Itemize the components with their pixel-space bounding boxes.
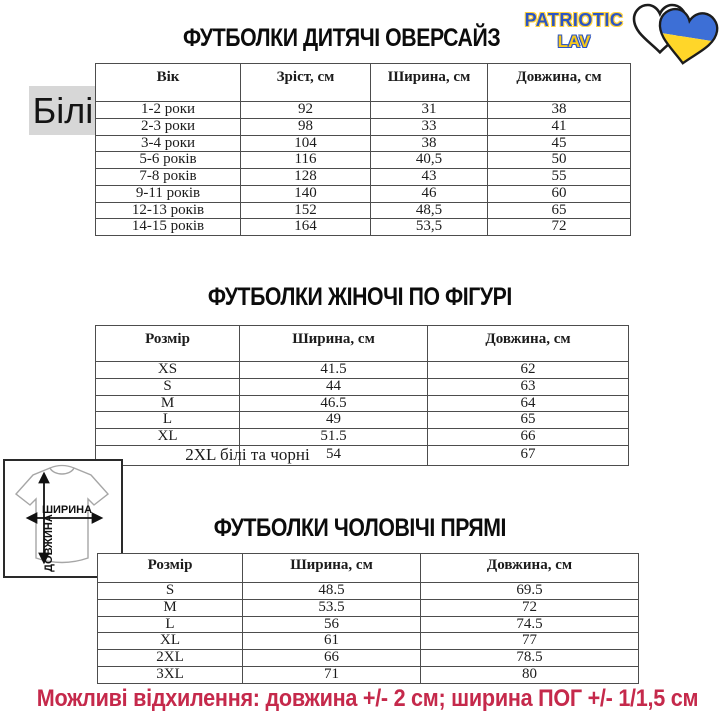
table-cell: 152 [241,202,371,219]
table-row [98,599,639,616]
tolerance-note: Можливі відхилення: довжина +/- 2 см; ширина ПОГ +/- 1/1,5 см [36,685,699,712]
table-cell: M [96,395,240,412]
table-row [98,650,639,667]
table-cell: 43 [371,169,488,186]
column-header: Ширина, см [243,554,421,583]
table-row [98,666,639,683]
table-cell: 140 [241,185,371,202]
table-cell: 2XL білі та чорні [96,445,240,465]
table-cell: 66 [428,429,629,446]
table-row [96,378,629,395]
table-cell: 45 [488,135,631,152]
table-cell: 60 [488,185,631,202]
table-cell: 2-3 роки [96,118,241,135]
table-row [96,169,631,186]
table-row [96,395,629,412]
table-cell: 5-6 років [96,152,241,169]
brand-subname: LAV [557,32,591,51]
table-body [98,583,639,684]
column-header: Зріст, см [241,64,371,102]
table-row [96,118,631,135]
tshirt-collar [50,466,74,469]
table-cell: 65 [428,412,629,429]
column-header: Довжина, см [421,554,639,583]
tolerance-note-wrap [0,685,720,713]
column-header: Розмір [96,326,240,362]
table-cell: 12-13 років [96,202,241,219]
hearts-icon [630,2,720,80]
column-header: Ширина, см [371,64,488,102]
table-cell: 44 [240,378,428,395]
table-cell: 33 [371,118,488,135]
table-head [96,64,631,102]
table-cell: 128 [241,169,371,186]
table-row [98,633,639,650]
kids-size-table [95,63,631,236]
table-cell: 72 [421,599,639,616]
table-cell: 41 [488,118,631,135]
table-head [96,326,629,362]
width-label: ШИРИНА [41,504,93,516]
table-cell: 41.5 [240,362,428,379]
table-row [96,429,629,446]
table-cell: 31 [371,102,488,119]
table-cell: L [96,412,240,429]
table-cell: 164 [241,219,371,236]
table-cell: 67 [428,445,629,465]
table-cell: 74.5 [421,616,639,633]
brand-name: PATRIOTIC [524,10,624,30]
table-cell: XS [96,362,240,379]
table-cell: 98 [241,118,371,135]
table-cell: 104 [241,135,371,152]
table-cell: 61 [243,633,421,650]
table-row [96,135,631,152]
table-body [96,362,629,466]
table-cell: 80 [421,666,639,683]
table-row [96,185,631,202]
table-row [96,102,631,119]
table-row [98,616,639,633]
table-cell: 77 [421,633,639,650]
table-cell: 78.5 [421,650,639,667]
table-head [98,554,639,583]
table-cell: 51.5 [240,429,428,446]
table-cell: 38 [488,102,631,119]
men-size-table [97,553,639,684]
table-cell: 38 [371,135,488,152]
table-cell: 71 [243,666,421,683]
table-cell: 3-4 роки [96,135,241,152]
section-title-men: ФУТБОЛКИ ЧОЛОВІЧІ ПРЯМІ [213,514,507,542]
table-cell: 72 [488,219,631,236]
table-row [96,362,629,379]
column-header: Розмір [98,554,243,583]
table-row [96,445,629,465]
table-cell: S [96,378,240,395]
table-cell: 55 [488,169,631,186]
table-cell: 63 [428,378,629,395]
table-cell: 116 [241,152,371,169]
table-cell: 1-2 роки [96,102,241,119]
women-size-table [95,325,629,466]
table-cell: L [98,616,243,633]
table-cell: 46.5 [240,395,428,412]
table-cell: 40,5 [371,152,488,169]
table-cell: 50 [488,152,631,169]
column-header: Довжина, см [488,64,631,102]
section-title-women: ФУТБОЛКИ ЖІНОЧІ ПО ФІГУРІ [207,283,513,311]
table-row [96,202,631,219]
table-cell: XL [98,633,243,650]
table-cell: 7-8 років [96,169,241,186]
table-cell: 66 [243,650,421,667]
column-header: Довжина, см [428,326,629,362]
table-cell: M [98,599,243,616]
table-cell: 2XL [98,650,243,667]
table-cell: 62 [428,362,629,379]
flag-heart-icon [654,7,719,69]
length-label: ДОВЖИНА [43,514,55,572]
header-row [96,326,629,362]
column-header: Ширина, см [240,326,428,362]
section-title-kids: ФУТБОЛКИ ДИТЯЧІ ОВЕРСАЙЗ [183,24,501,52]
table-cell: 92 [241,102,371,119]
table-cell: XL [96,429,240,446]
table-cell: S [98,583,243,600]
section-title-women-wrap [0,283,720,312]
section-title-men-wrap [0,514,720,543]
brand-logo-text [508,10,640,52]
table-cell: 14-15 років [96,219,241,236]
table-cell: 64 [428,395,629,412]
color-label-white: Білі [29,86,97,135]
table-cell: 49 [240,412,428,429]
table-cell: 65 [488,202,631,219]
table-cell: 48.5 [243,583,421,600]
table-cell: 54 [240,445,428,465]
table-cell: 56 [243,616,421,633]
table-row [98,583,639,600]
table-cell: 69.5 [421,583,639,600]
header-row [96,64,631,102]
table-row [96,219,631,236]
table-cell: 9-11 років [96,185,241,202]
column-header: Вік [96,64,241,102]
table-cell: 48,5 [371,202,488,219]
table-cell: 53.5 [243,599,421,616]
table-cell: 46 [371,185,488,202]
table-body [96,102,631,236]
table-cell: 3XL [98,666,243,683]
table-cell: 53,5 [371,219,488,236]
table-row [96,412,629,429]
header-row [98,554,639,583]
table-row [96,152,631,169]
